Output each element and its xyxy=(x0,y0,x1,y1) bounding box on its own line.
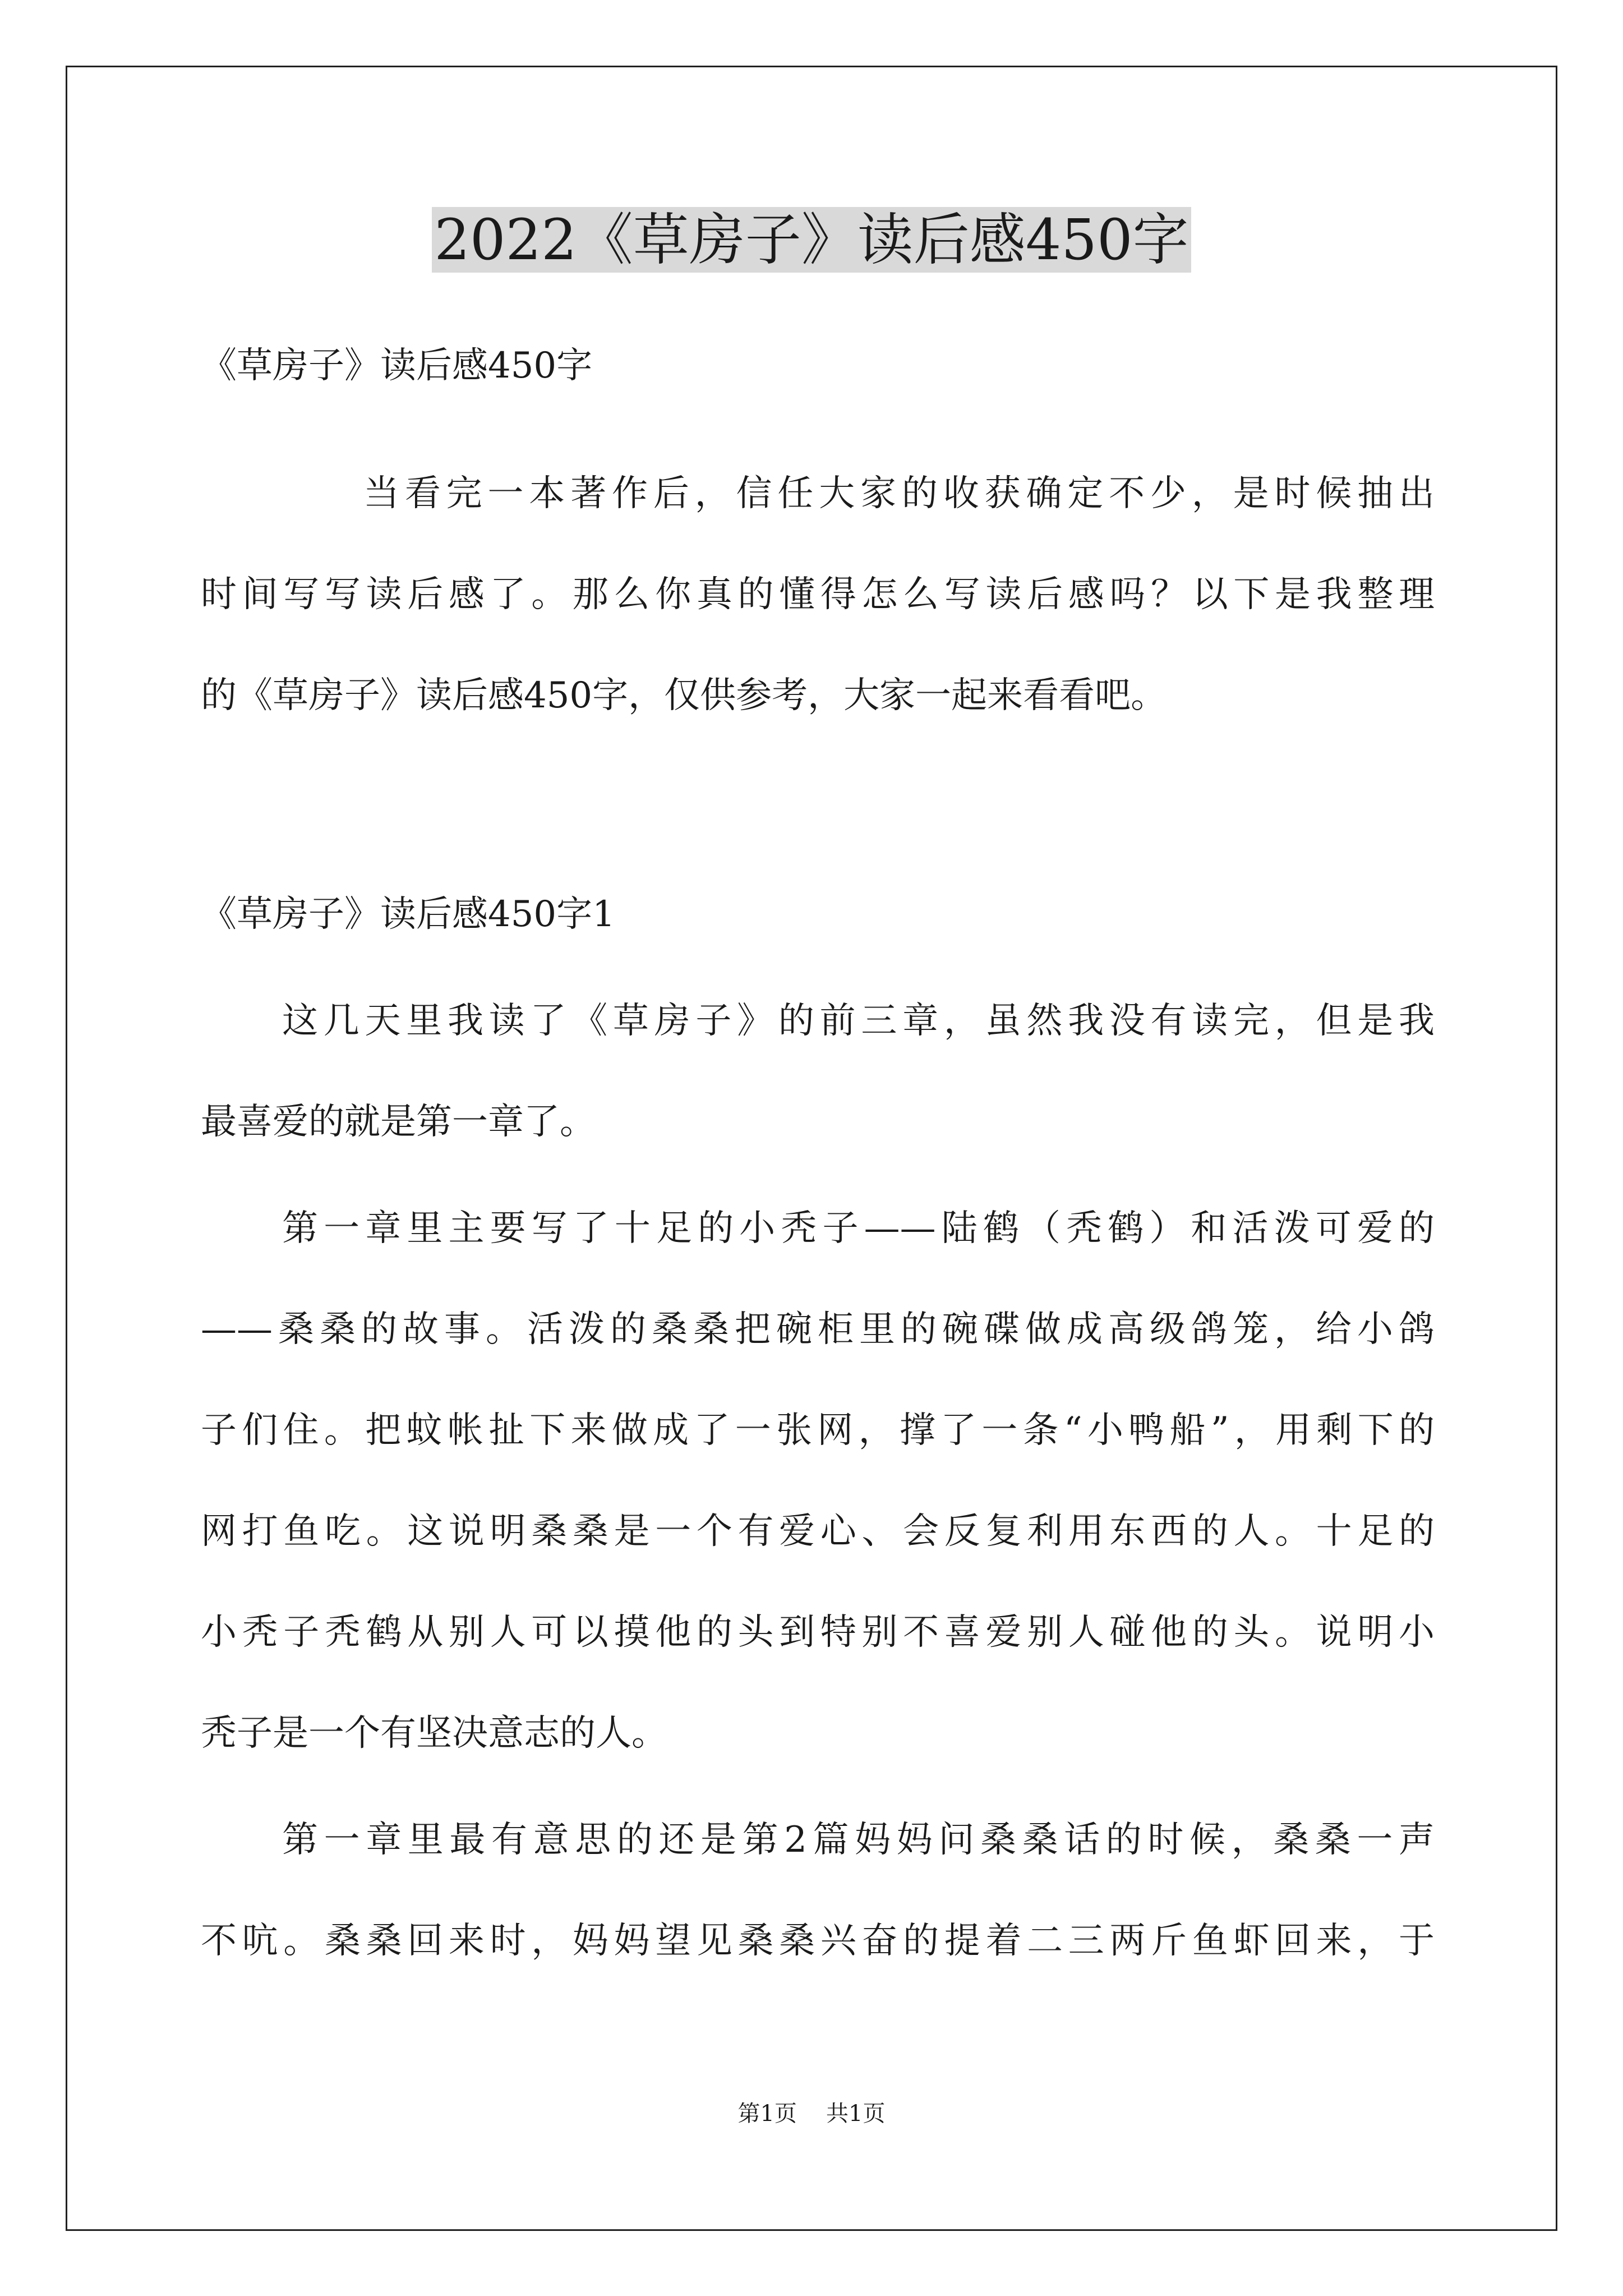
paragraph-line: 最喜爱的就是第一章了。 xyxy=(201,1101,596,1143)
paragraph-line: 当看完一本著作后，信任大家的收获确定不少，是时候抽出 xyxy=(363,473,1435,514)
paragraph-line: 时间写写读后感了。那么你真的懂得怎么写读后感吗？以下是我整理 xyxy=(201,574,1435,615)
paragraph-line: 的《草房子》读后感450字，仅供参考，大家一起来看看吧。 xyxy=(201,675,1167,716)
paragraph-line: 子们住。把蚊帐扯下来做成了一张网，撑了一条“小鸭船”，用剩下的 xyxy=(201,1410,1435,1451)
document-title: 2022《草房子》读后感450字 xyxy=(0,201,1623,279)
page-border xyxy=(66,66,1557,2231)
page-number: 第1页 xyxy=(737,2101,797,2127)
paragraph-line: 不吭。桑桑回来时，妈妈望见桑桑兴奋的提着二三两斤鱼虾回来，于 xyxy=(201,1920,1435,1962)
paragraph-line: 第一章里主要写了十足的小秃子——陆鹤（秃鹤）和活泼可爱的 xyxy=(282,1208,1435,1249)
section-heading: 《草房子》读后感450字 xyxy=(201,345,593,386)
paragraph-line: 网打鱼吃。这说明桑桑是一个有爱心、会反复利用东西的人。十足的 xyxy=(201,1511,1435,1552)
page-total: 共1页 xyxy=(826,2101,886,2127)
paragraph-line: 秃子是一个有坚决意志的人。 xyxy=(201,1713,667,1754)
section-heading: 《草房子》读后感450字1 xyxy=(201,894,615,935)
page-footer xyxy=(0,2098,1623,2129)
paragraph-line: 这几天里我读了《草房子》的前三章，虽然我没有读完，但是我 xyxy=(282,1000,1435,1042)
paragraph-line: 第一章里最有意思的还是第2篇妈妈问桑桑话的时候，桑桑一声 xyxy=(282,1819,1435,1861)
paragraph-line: ——桑桑的故事。活泼的桑桑把碗柜里的碗碟做成高级鸽笼，给小鸽 xyxy=(201,1309,1435,1350)
paragraph-line: 小秃子秃鹤从别人可以摸他的头到特别不喜爱别人碰他的头。说明小 xyxy=(201,1612,1435,1653)
